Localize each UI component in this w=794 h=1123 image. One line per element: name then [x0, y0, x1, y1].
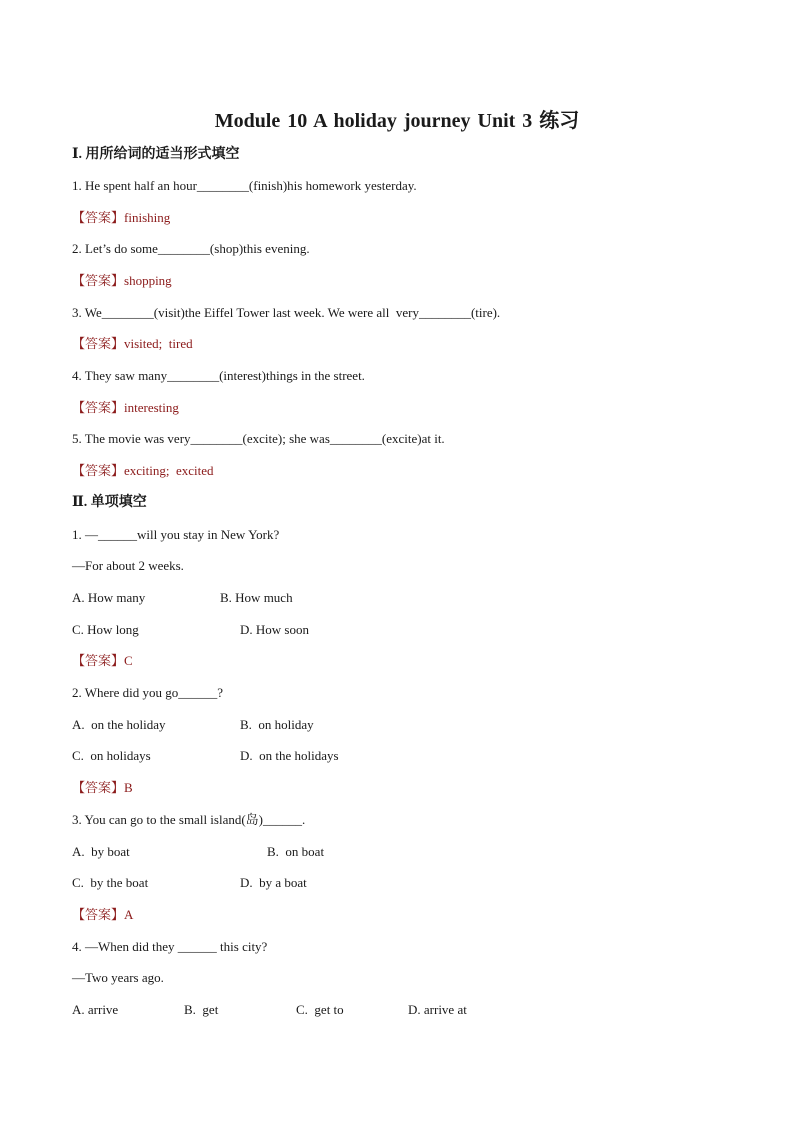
answer-tag: 【答案】: [72, 654, 125, 669]
option-b: B. on boat: [267, 844, 325, 859]
choice-question-3: 3. You can go to the small island(岛)______.: [72, 812, 306, 827]
fill-question-1: 1. He spent half an hour________(finish)his homework yesterday.: [72, 178, 417, 193]
fill-question-4: 4. They saw many________(interest)things in the street.: [72, 368, 365, 383]
option-d: D. How soon: [240, 622, 309, 637]
choice-question-4: 4. —When did they ______ this city?: [72, 939, 268, 954]
option-a: A. on the holiday: [72, 717, 166, 732]
option-b: B. get: [184, 1002, 219, 1017]
section-2-heading: Ⅱ. 单项填空: [72, 495, 147, 510]
fill-question-5: 5. The movie was very________(excite); she was________(excite)at it.: [72, 431, 445, 446]
answer-text: shopping: [124, 273, 172, 288]
answer-line: [72, 907, 133, 924]
answer-tag: 【答案】: [72, 464, 125, 479]
answer-tag: 【答案】: [72, 908, 125, 923]
option-c: C. on holidays: [72, 748, 151, 763]
option-c: C. get to: [296, 1002, 344, 1017]
dialog-reply: —For about 2 weeks.: [72, 558, 184, 573]
option-c: C. by the boat: [72, 875, 149, 890]
option-b: B. How much: [220, 590, 293, 605]
answer-text: B: [124, 780, 133, 795]
option-a: A. How many: [72, 590, 146, 605]
answer-line: [72, 780, 133, 797]
answer-tag: 【答案】: [72, 274, 125, 289]
answer-line: [72, 273, 172, 290]
answer-line: [72, 463, 214, 480]
option-c: C. How long: [72, 622, 139, 637]
dialog-reply: —Two years ago.: [72, 970, 164, 985]
answer-text: interesting: [124, 400, 179, 415]
answer-tag: 【答案】: [72, 337, 125, 352]
answer-line: [72, 336, 193, 353]
fill-question-2: 2. Let’s do some________(shop)this evening.: [72, 241, 310, 256]
page-title: Module 10 A holiday journey Unit 3 练习: [214, 110, 580, 132]
answer-tag: 【答案】: [72, 781, 125, 796]
choice-question-1: 1. —______will you stay in New York?: [72, 527, 280, 542]
option-a: A. arrive: [72, 1002, 119, 1017]
answer-line: [72, 400, 179, 417]
answer-text: A: [124, 907, 134, 922]
option-d: D. arrive at: [408, 1002, 467, 1017]
choice-question-2: 2. Where did you go______?: [72, 685, 224, 700]
answer-text: finishing: [124, 210, 171, 225]
option-d: D. on the holidays: [240, 748, 339, 763]
answer-text: visited; tired: [124, 336, 193, 351]
answer-line: [72, 653, 133, 670]
option-d: D. by a boat: [240, 875, 307, 890]
answer-tag: 【答案】: [72, 211, 125, 226]
section-1-heading: Ⅰ. 用所给词的适当形式填空: [72, 147, 240, 162]
option-a: A. by boat: [72, 844, 130, 859]
answer-tag: 【答案】: [72, 401, 125, 416]
answer-text: exciting; excited: [124, 463, 214, 478]
fill-question-3: 3. We________(visit)the Eiffel Tower last week. We were all very________(tire).: [72, 305, 501, 320]
answer-text: C: [124, 653, 133, 668]
answer-line: [72, 210, 170, 227]
option-b: B. on holiday: [240, 717, 314, 732]
